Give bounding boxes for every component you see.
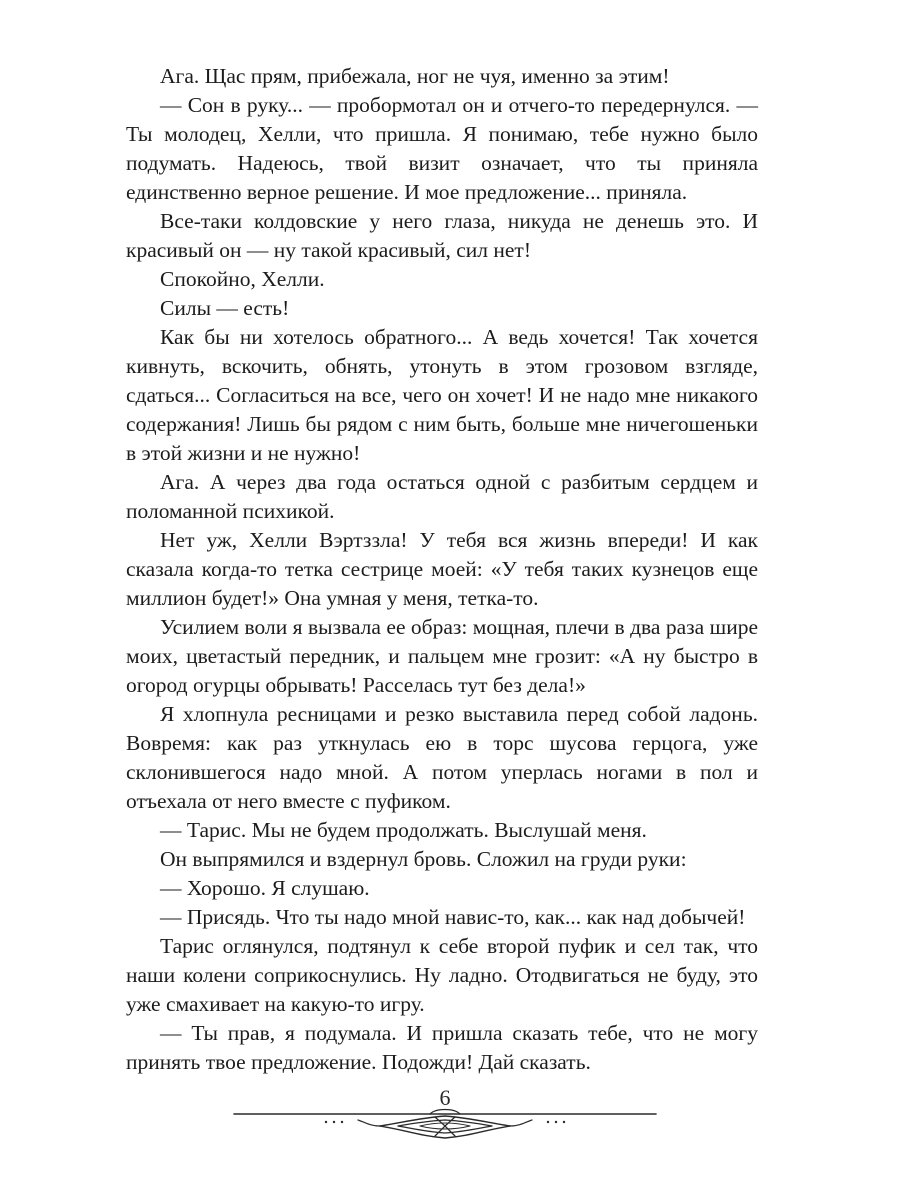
paragraph: — Присядь. Что ты надо мной навис-то, как... как над добычей! bbox=[160, 905, 746, 929]
paragraph: Нет уж, Хелли Вэртззла! У тебя вся жизнь впереди! И как сказала когда-то тетка сестрице моей: «У тебя таких кузнецов еще миллион будет!» Она умная у меня, тетка-то. bbox=[126, 528, 758, 610]
page-number: 6 bbox=[439, 1085, 451, 1110]
paragraph: — Сон в руку... — пробормотал он и отчего-то передернулся. — Ты молодец, Хелли, что пришла. Я понимаю, тебе нужно было подумать. Надеюсь, твой визит означает, что ты приняла единственно верное решение. И мое предложение... приняла. bbox=[126, 93, 758, 204]
ornament-divider-icon bbox=[230, 1100, 660, 1150]
paragraph: Ага. Щас прям, прибежала, ног не чуя, именно за этим! bbox=[160, 64, 670, 88]
paragraph: — Тарис. Мы не будем продолжать. Выслушай меня. bbox=[160, 818, 647, 842]
paragraph: Все-таки колдовские у него глаза, никуда не денешь это. И красивый он — ну такой красивый, сил нет! bbox=[126, 209, 758, 262]
paragraph: Тарис оглянулся, подтянул к себе второй пуфик и сел так, что наши колени соприкоснулись. Ну ладно. Отодвигаться не буду, это уже смахивает на какую-то игру. bbox=[126, 934, 758, 1016]
paragraph: Усилием воли я вызвала ее образ: мощная, плечи в два раза шире моих, цветастый передник, и пальцем мне грозит: «А ну быстро в огород огурцы обрывать! Расселась тут без дела!» bbox=[126, 615, 758, 697]
paragraph: — Хорошо. Я слушаю. bbox=[160, 876, 370, 900]
paragraph: Я хлопнула ресницами и резко выставила перед собой ладонь. Вовремя: как раз уткнулась ею в торс шусова герцога, уже склонившегося надо мной. А потом уперлась ногами в пол и отъехала от него вместе с пуфиком. bbox=[126, 702, 758, 813]
paragraph: — Ты прав, я подумала. И пришла сказать тебе, что не могу принять твое предложение. Подожди! Дай сказать. bbox=[126, 1021, 758, 1074]
body-text bbox=[126, 62, 758, 1077]
paragraph: Спокойно, Хелли. bbox=[160, 267, 325, 291]
paragraph: Как бы ни хотелось обратного... А ведь хочется! Так хочется кивнуть, вскочить, обнять, утонуть в этом грозовом взгляде, сдаться... Согласиться на все, чего он хочет! И не надо мне никакого содержания! Лишь бы рядом с ним быть, больше мне ничегошеньки в этой жизни и не нужно! bbox=[126, 325, 758, 465]
paragraph: Он выпрямился и вздернул бровь. Сложил на груди руки: bbox=[160, 847, 687, 871]
paragraph: Ага. А через два года остаться одной с разбитым сердцем и поломанной психикой. bbox=[126, 470, 758, 523]
paragraph: Силы — есть! bbox=[160, 296, 290, 320]
